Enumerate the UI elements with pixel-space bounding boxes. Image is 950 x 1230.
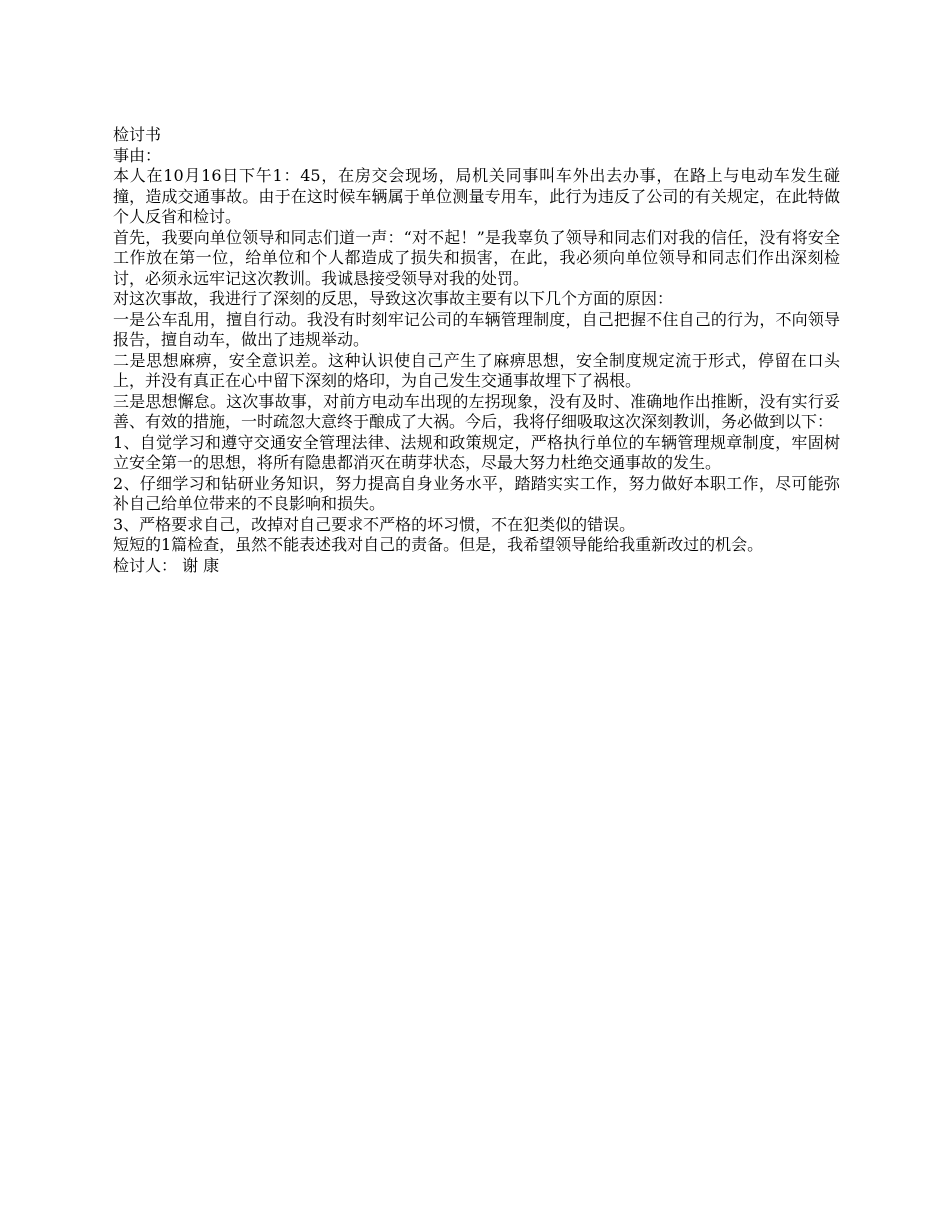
reason-label: 事由：: [113, 145, 162, 165]
paragraph-commitment-two: 2、仔细学习和钻研业务知识，努力提高自身业务水平，踏踏实实工作，努力做好本职工作，尽可能弥补自己给单位带来的不良影响和损失。: [113, 473, 840, 513]
paragraph-reason-one: 一是公车乱用，擅自行动。我没有时刻牢记公司的车辆管理制度，自己把握不住自己的行为，不向领导报告，擅自动车，做出了违规举动。: [113, 309, 840, 349]
signature: 检讨人： 谢 康: [113, 555, 220, 575]
paragraph-reason-three: 三是思想懈怠。这次事故事，对前方电动车出现的左拐现象，没有及时、准确地作出推断，没有实行妥善、有效的措施，一时疏忽大意终于酿成了大祸。今后，我将仔细吸取这次深刻教训，务必做到以下：: [113, 391, 840, 431]
paragraph-reason-two: 二是思想麻痹，安全意识差。这种认识使自己产生了麻痹思想，安全制度规定流于形式，停留在口头上，并没有真正在心中留下深刻的烙印，为自己发生交通事故埋下了祸根。: [113, 350, 840, 390]
paragraph-closing: 短短的1篇检查，虽然不能表述我对自己的责备。但是，我希望领导能给我重新改过的机会。: [113, 535, 764, 554]
paragraph-commitment-three: 3、严格要求自己，改掉对自己要求不严格的坏习惯，不在犯类似的错误。: [113, 514, 636, 534]
paragraph-reflection-intro: 对这次事故，我进行了深刻的反思，导致这次事故主要有以下几个方面的原因：: [113, 289, 674, 308]
paragraph-commitment-one: 1、自觉学习和遵守交通安全管理法律、法规和政策规定，严格执行单位的车辆管理规章制度，牢固树立安全第一的思想，将所有隐患都消灭在萌芽状态，尽最大努力杜绝交通事故的发生。: [113, 432, 840, 472]
document-body: [113, 125, 840, 576]
document-title: 检讨书: [113, 125, 162, 144]
paragraph-incident: 本人在10月16日下午1：45，在房交会现场，局机关同事叫车外出去办事，在路上与电动车发生碰撞，造成交通事故。由于在这时候车辆属于单位测量专用车，此行为违反了公司的有关规定，在此特做个人反省和检讨。: [113, 166, 840, 226]
paragraph-apology: 首先，我要向单位领导和同志们道一声：“对不起！”是我辜负了领导和同志们对我的信任，没有将安全工作放在第一位，给单位和个人都造成了损失和损害，在此，我必须向单位领导和同志们作出深刻检讨，必须永远牢记这次教训。我诚恳接受领导对我的处罚。: [113, 227, 840, 288]
